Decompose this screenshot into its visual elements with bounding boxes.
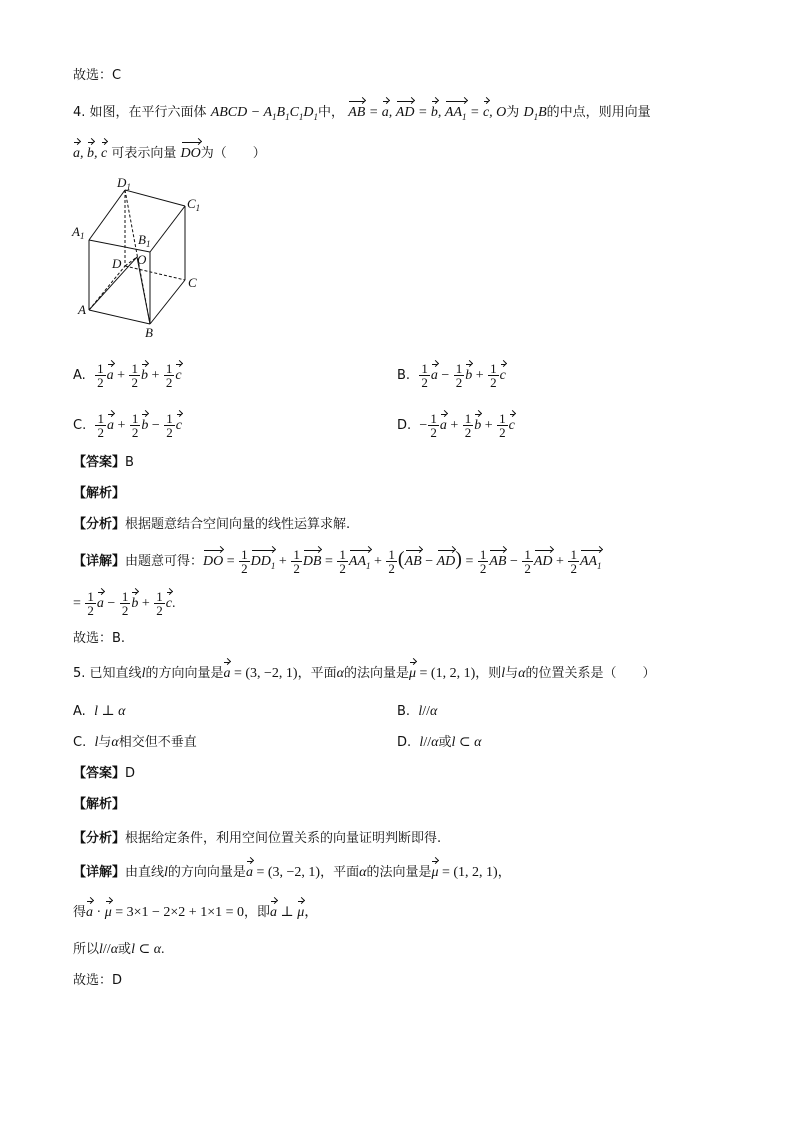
q5-detail-line3: 所以l//α或l ⊂ α. [73, 942, 165, 957]
q4-fenxi-text: 根据题意结合空间向量的线性运算求解. [125, 517, 351, 532]
q4-target-vector: DO [181, 146, 201, 161]
q5-ji: ，即 [244, 905, 271, 920]
q5-detail-d: 的法向量是 [366, 865, 432, 880]
q5-fenxi-text: 根据给定条件，利用空间位置关系的向量证明判断即得. [125, 831, 442, 846]
q4-option-a[interactable]: A. $\frac{1}{2}$ a + $\frac{1}{2}$ b + $\frac{1}{2}$ c [73, 361, 182, 390]
q5-text-g: 的位置关系是（ ） [525, 666, 656, 681]
q5-choose-line [73, 971, 122, 991]
q4-stem-line1 [73, 103, 651, 127]
q5-stem-line: 5. 已知直线l的方向向量是a = (3, −2, 1)，平面α的法向量是μ = (1, 2, 1)，则l与α的位置关系是（ ） [73, 664, 656, 684]
q5-suoyi: 所以 [73, 942, 100, 957]
label-D1: $D_1$ [117, 175, 131, 192]
label-C: C [188, 275, 197, 290]
label-B: B [145, 325, 153, 340]
q5-detail-b: 的方向向量是 [167, 865, 246, 880]
q5-option-c[interactable]: C. l与α相交但不垂直 [73, 735, 197, 750]
q5-option-c-text: 相交但不垂直 [118, 735, 197, 750]
q4-answer-line [73, 453, 134, 473]
label-C1: $C_1$ [187, 196, 201, 213]
q5-detail-e: ， [497, 865, 511, 880]
q5-detail-label: 【详解】 [73, 865, 126, 880]
q4-choose-line [73, 629, 125, 649]
q4-analysis-line [73, 484, 125, 504]
q5-text-d: 的法向量是 [343, 666, 409, 681]
q5-fenxi-label: 【分析】 [73, 831, 126, 846]
q5-text-a: 已知直线 [89, 666, 142, 681]
parallelepiped-figure [70, 172, 210, 342]
q5-detail-line2: 得a · μ = 3×1 − 2×2 + 1×1 = 0，即a ⊥ μ， [73, 903, 318, 923]
q5-option-a[interactable]: A. l ⊥ α [73, 704, 126, 719]
q4-text-f: 为（ ） [200, 146, 266, 161]
q5-option-c-letter: C. [73, 735, 87, 750]
q4-segment: $D_1B$ [523, 105, 547, 122]
q5-option-c-yu: 与 [98, 735, 112, 750]
q4-text-d: 的中点，则用向量 [546, 105, 651, 120]
q5-text-c: ，平面 [297, 666, 337, 681]
label-B1: $B_1$ [138, 232, 151, 249]
q5-huo: 或 [118, 942, 132, 957]
q4-basis-vectors: a, b, c [73, 146, 107, 161]
q4-text-a: 如图，在平行六面体 [89, 105, 207, 120]
q4-fenxi-line [73, 515, 350, 535]
q5-option-b-letter: B. [397, 704, 411, 719]
q4-detail-line2: = $\frac{1}{2}$ a − $\frac{1}{2}$ b + $\frac{1}{2}$ c. [73, 589, 176, 618]
q5-number: 5. [73, 666, 86, 681]
option-c-letter: C. [73, 418, 87, 433]
q5-detail-c: ，平面 [320, 865, 360, 880]
q5-detail-line1: 【详解】由直线l的方向向量是a = (3, −2, 1)，平面α的法向量是μ = (1, 2, 1)， [73, 863, 511, 883]
q4-stem-line2 [73, 144, 266, 164]
q5-answer: D [125, 766, 136, 781]
q5-option-a-letter: A. [73, 704, 86, 719]
fenxi-label: 【分析】 [73, 517, 126, 532]
q5-option-d-or: 或 [438, 735, 452, 750]
q4-text-e: 可表示向量 [111, 146, 177, 161]
q5-option-b[interactable]: B. l//α [397, 704, 438, 719]
q5-option-d[interactable]: D. l//α或l ⊂ α [397, 735, 482, 750]
label-A: A [78, 302, 86, 317]
q5-detail-a: 由直线 [125, 865, 165, 880]
q4-answer: B [125, 455, 134, 470]
previous-answer-line [73, 66, 121, 86]
q5-option-d-letter: D. [397, 735, 412, 750]
q5-answer-label: 【答案】 [73, 766, 126, 781]
q5-text-b: 的方向向量是 [145, 666, 224, 681]
q5-de: 得 [73, 905, 87, 920]
label-O: O [137, 252, 147, 267]
analysis-label: 【解析】 [73, 486, 126, 501]
q4-detail-line1: 【详解】由题意可得：DO = $\frac{1}{2}$ $DD_1$ + $\frac{1}{2}$ DB = $\frac{1}{2}$ $AA_1$ + $\frac{1}{2}$ (AB − AD) = $\frac{1}{2}$ AB − $\frac{1}{2}$ AD + $\frac{1}{2}$ $AA_1$ [73, 547, 602, 576]
q5-text-f: 与 [505, 666, 519, 681]
answer-label: 【答案】 [73, 455, 126, 470]
q4-choose-text: 故选：B. [73, 631, 126, 646]
detail-label: 【详解】 [73, 554, 126, 569]
option-b-letter: B. [397, 368, 411, 383]
label-D: D [112, 256, 122, 271]
q4-text-c: 为 [506, 105, 520, 120]
q5-choose-text: 故选：D [73, 973, 123, 988]
q5-answer-line [73, 764, 135, 784]
q4-number: 4. [73, 105, 86, 120]
previous-choice-text: 故选：C [73, 68, 122, 83]
option-a-letter: A. [73, 368, 86, 383]
q4-solid-name: ABCD − $A_1B_1C_1D_1$ [210, 105, 319, 122]
q4-text-b: 中， [318, 105, 345, 120]
label-A1: $A_1$ [72, 224, 85, 241]
q5-analysis-label: 【解析】 [73, 797, 126, 812]
q5-analysis-line [73, 795, 125, 815]
option-d-letter: D. [397, 418, 412, 433]
q5-fenxi-line [73, 829, 441, 849]
q5-text-e: ，则 [475, 666, 502, 681]
q4-detail-text: 由题意可得： [125, 554, 204, 569]
q4-option-c[interactable]: C. $\frac{1}{2}$ a + $\frac{1}{2}$ b − $\frac{1}{2}$ c [73, 411, 183, 440]
q4-vector-defs: AB = a, AD = b, $AA_1 = c$, O [348, 105, 506, 120]
q4-option-d[interactable]: D. − $\frac{1}{2}$ a + $\frac{1}{2}$ b + $\frac{1}{2}$ c [397, 411, 515, 440]
q4-option-b[interactable]: B. $\frac{1}{2}$ a − $\frac{1}{2}$ b + $\frac{1}{2}$ c [397, 361, 506, 390]
